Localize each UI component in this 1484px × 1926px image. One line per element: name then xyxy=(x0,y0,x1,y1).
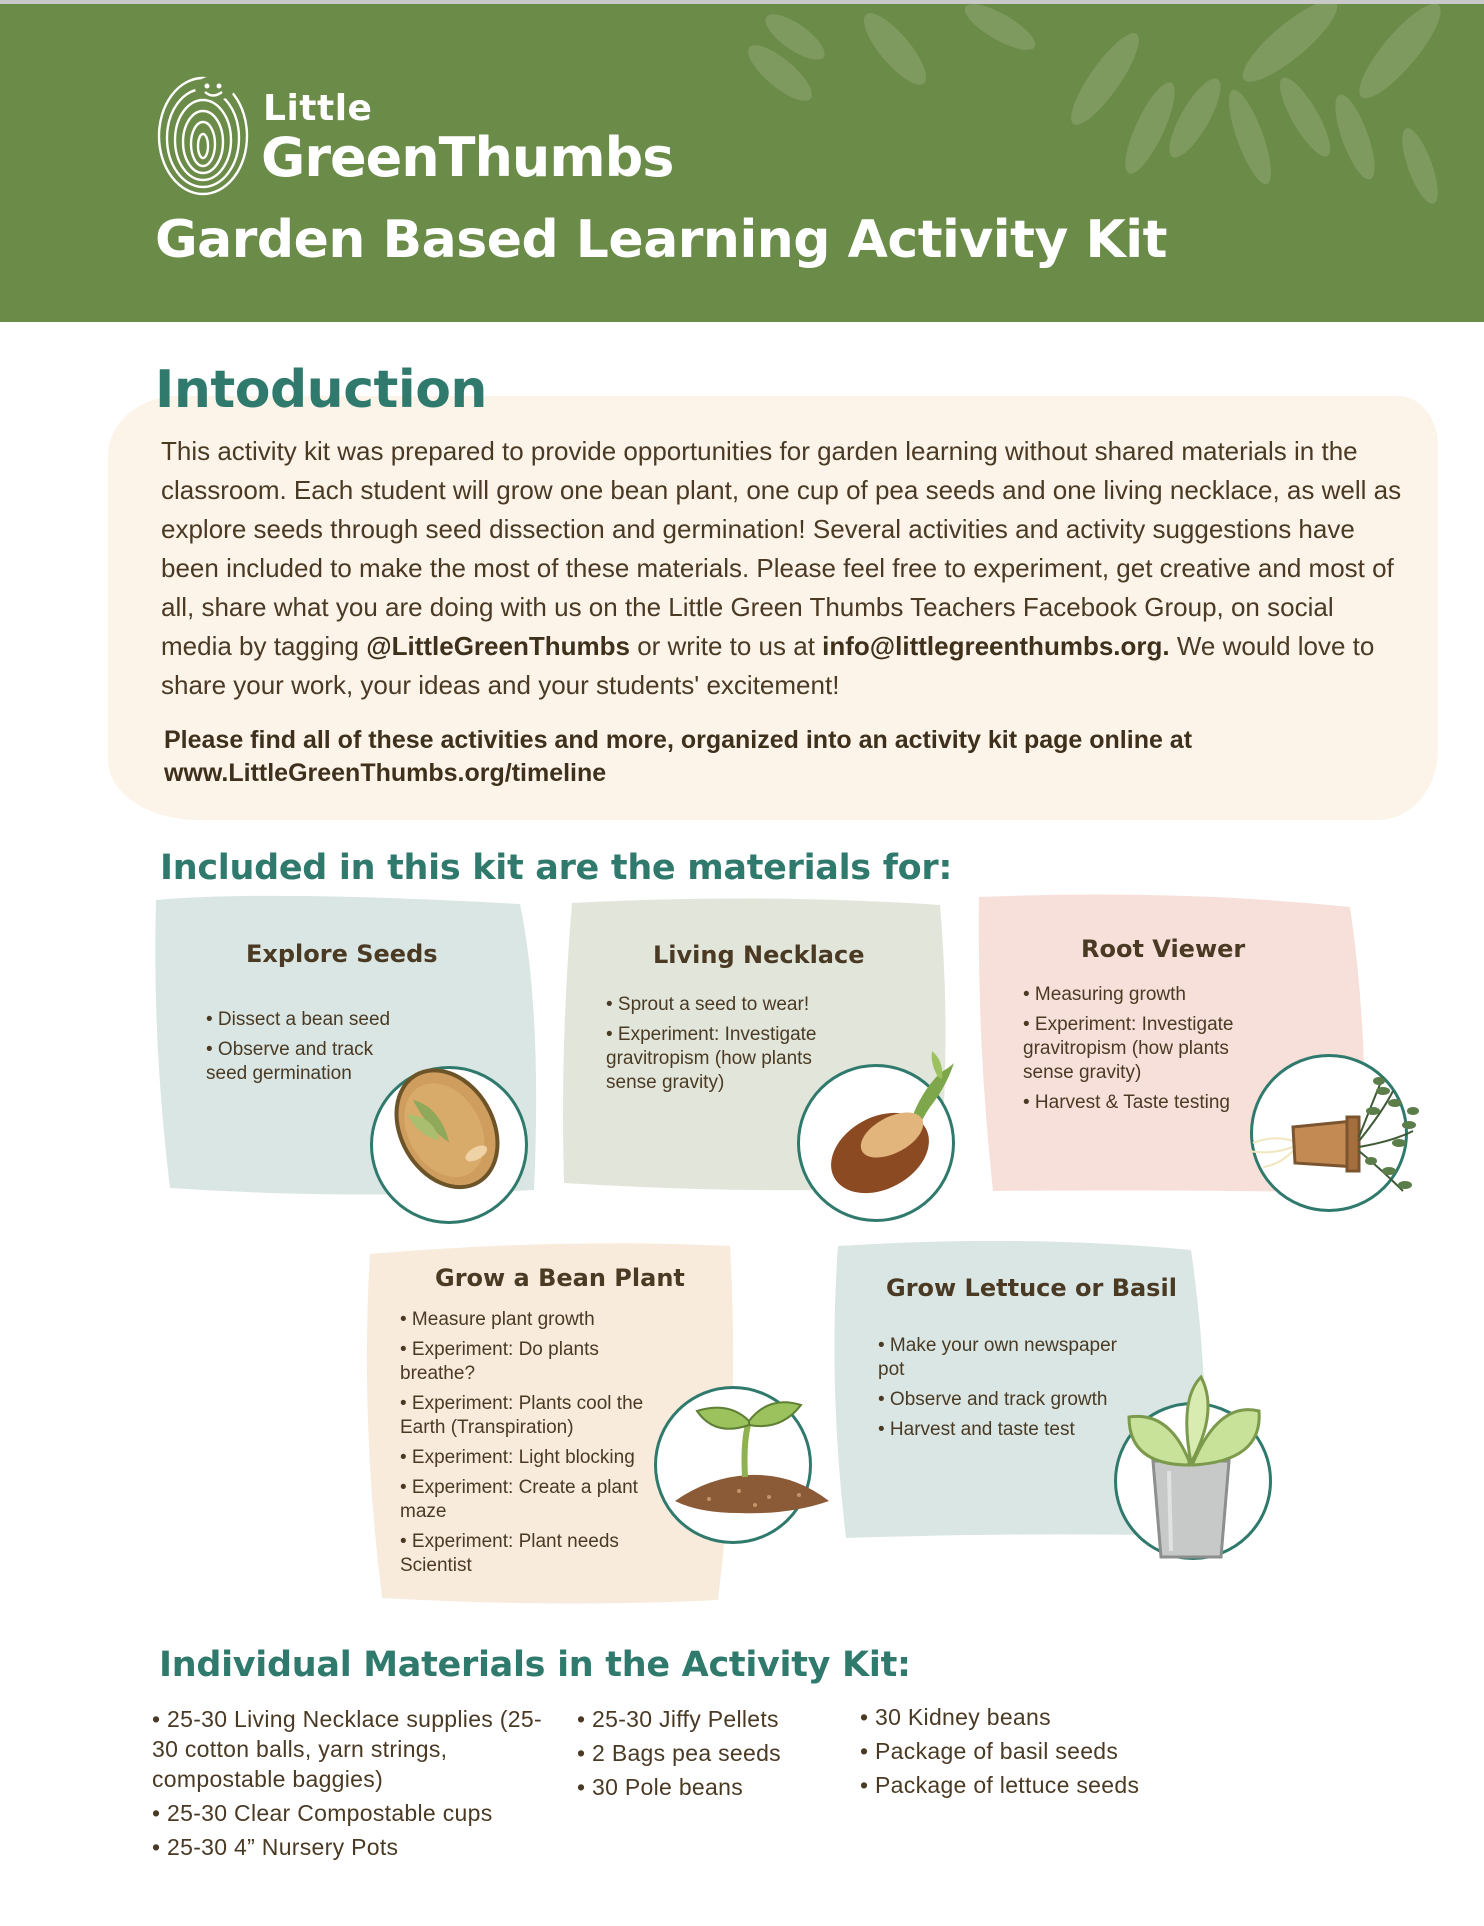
card-item-list xyxy=(206,1008,406,1092)
leaf-decoration xyxy=(1221,86,1280,189)
card-title: Living Necklace xyxy=(653,941,865,969)
intro-paragraph xyxy=(161,432,1411,705)
list-item: • Experiment: Light blocking xyxy=(400,1447,635,1468)
list-item: • Experiment: Plants cool the Earth (Transpiration) xyxy=(400,1393,644,1438)
list-item: • Package of lettuce seeds xyxy=(860,1772,1140,1798)
kit-title: Garden Based Learning Activity Kit xyxy=(155,210,1167,270)
list-item: • Experiment: Do plants breathe? xyxy=(400,1339,599,1384)
card-item-list xyxy=(400,1308,660,1584)
list-item: • 25-30 Clear Compostable cups xyxy=(152,1800,493,1826)
timeline-url: www.LittleGreenThumbs.org/timeline xyxy=(164,759,607,787)
illustration-circle xyxy=(370,1066,528,1224)
materials-column-2 xyxy=(577,1704,837,1806)
list-item: • Make your own newspaper pot xyxy=(878,1335,1117,1380)
card-item-list xyxy=(878,1334,1128,1448)
logo-text-little: Little xyxy=(263,88,373,129)
list-item: • Measure plant growth xyxy=(400,1309,595,1330)
list-item: • Harvest and taste test xyxy=(878,1419,1075,1440)
illustration-circle xyxy=(654,1386,812,1544)
brand-logo xyxy=(155,68,674,204)
list-item: • Sprout a seed to wear! xyxy=(606,994,810,1015)
list-item: • Observe and track growth xyxy=(878,1389,1108,1410)
leaf-decoration xyxy=(1395,124,1445,207)
list-item: • Dissect a bean seed xyxy=(206,1009,391,1030)
list-item: • Experiment: Investigate gravitropism (how plants sense gravity) xyxy=(1023,1014,1234,1083)
leaf-decoration xyxy=(1348,4,1451,108)
list-item: • 25-30 Jiffy Pellets xyxy=(577,1706,779,1732)
list-item: • Measuring growth xyxy=(1023,984,1186,1005)
card-item-list xyxy=(606,993,836,1101)
illustration-circle xyxy=(1114,1402,1272,1560)
card-title: Explore Seeds xyxy=(246,940,438,968)
card-title: Root Viewer xyxy=(1081,935,1246,963)
list-item: • 25-30 Living Necklace supplies (25-30 cotton balls, yarn strings, compostable baggies) xyxy=(152,1706,542,1792)
list-item: • 2 Bags pea seeds xyxy=(577,1740,781,1766)
illustration-circle xyxy=(797,1064,955,1222)
list-item: • Experiment: Plant needs Scientist xyxy=(400,1531,619,1576)
list-item: • Experiment: Create a plant maze xyxy=(400,1477,638,1522)
intro-heading: Intoduction xyxy=(155,360,487,420)
basil-cup-icon xyxy=(1109,1371,1279,1561)
list-item: • Experiment: Investigate gravitropism (how plants sense gravity) xyxy=(606,1024,817,1093)
seedling-soil-icon xyxy=(669,1381,839,1531)
materials-column-1 xyxy=(152,1704,562,1866)
card-title: Grow Lettuce or Basil xyxy=(886,1274,1177,1302)
list-item: • 30 Pole beans xyxy=(577,1774,744,1800)
intro-text-part1: This activity kit was prepared to provide opportunities for garden learning without shared materials in the classroom. Each student will grow one bean plant, one cup of pea seeds and one living necklace, as well as explore seeds through seed dissection and germination! Several activities and activity suggestions have been included to make the most of these materials. Please feel free to experiment, get creative and most of all, share what you are doing with us on the Little Green Thumbs Teachers Facebook Group, on social media by tagging xyxy=(161,436,1402,661)
materials-heading: Individual Materials in the Activity Kit: xyxy=(159,1645,911,1685)
bean-seed-icon xyxy=(381,1057,511,1197)
social-handle: @LittleGreenThumbs xyxy=(366,631,630,661)
leaf-decoration xyxy=(959,4,1041,58)
contact-email: info@littlegreenthumbs.org. xyxy=(822,631,1170,661)
list-item: • 30 Kidney beans xyxy=(860,1704,1051,1730)
intro-note xyxy=(164,724,1264,790)
list-item: • Harvest & Taste testing xyxy=(1023,1092,1230,1113)
intro-text-part3: We would love to share your work, your ideas and your students' excitement! xyxy=(161,631,1375,700)
included-heading: Included in this kit are the materials for: xyxy=(160,848,953,888)
logo-text-greenthumbs: GreenThumbs xyxy=(261,126,674,189)
intro-text-part2: or write to us at xyxy=(629,631,823,661)
intro-note-line1: Please find all of these activities and more, organized into an activity kit page online at xyxy=(164,726,1193,754)
leaf-decoration xyxy=(1327,90,1382,183)
leaf-decoration xyxy=(1271,72,1339,163)
fingerprint-icon xyxy=(155,72,250,197)
list-item: • Observe and track seed germination xyxy=(206,1039,374,1084)
leaf-decoration xyxy=(855,5,936,93)
header-banner xyxy=(0,4,1484,322)
list-item: • 25-30 4” Nursery Pots xyxy=(152,1834,399,1860)
card-title: Grow a Bean Plant xyxy=(435,1264,685,1292)
leaf-decoration xyxy=(1061,25,1149,132)
potted-plant-icon xyxy=(1223,1051,1423,1221)
materials-column-3 xyxy=(860,1702,1190,1804)
sprouting-seed-icon xyxy=(820,1043,970,1203)
list-item: • Package of basil seeds xyxy=(860,1738,1119,1764)
illustration-circle xyxy=(1250,1054,1408,1212)
